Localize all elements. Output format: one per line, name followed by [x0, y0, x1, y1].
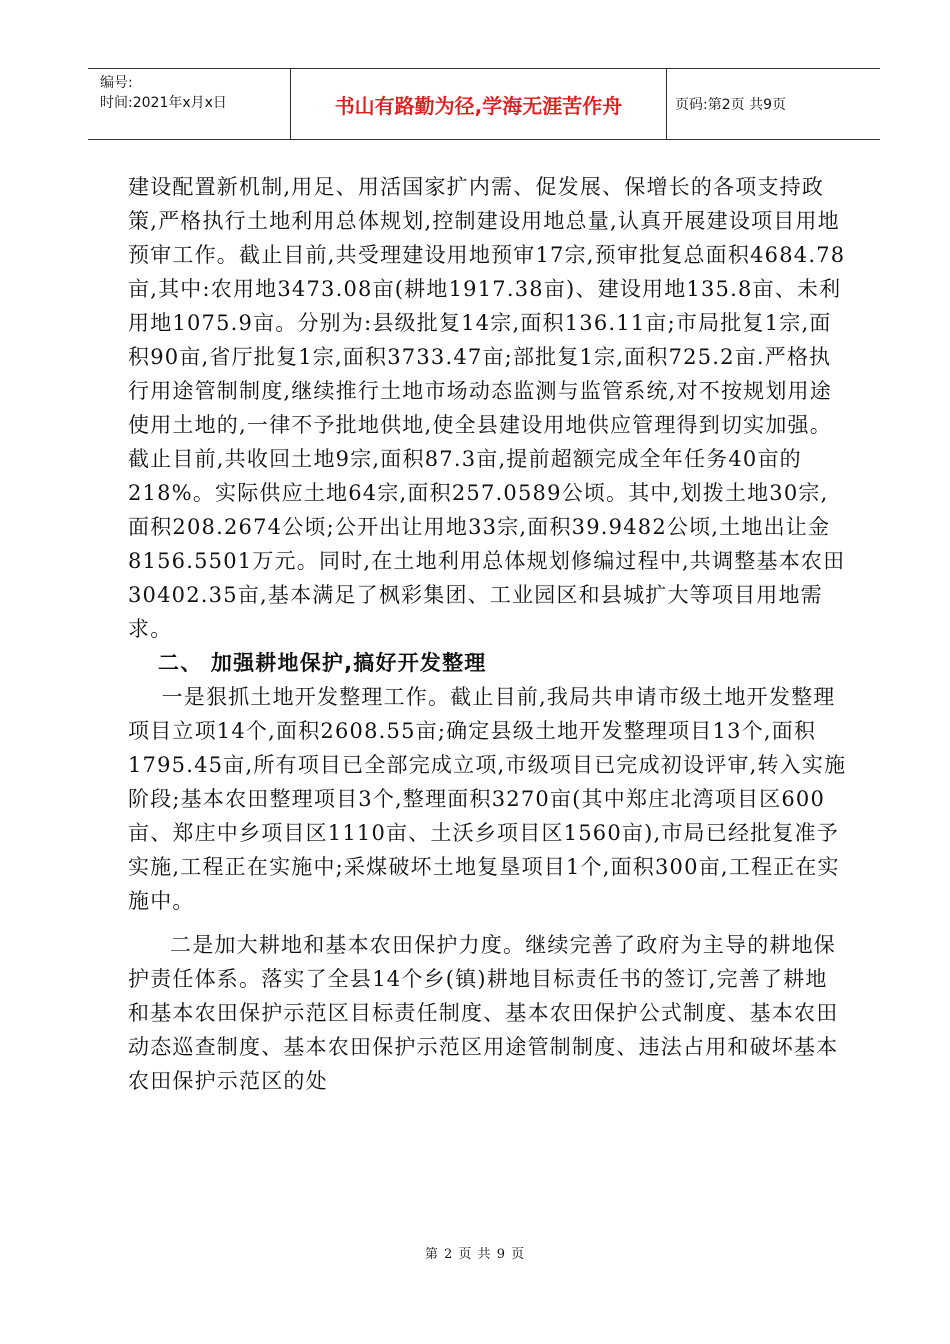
- document-number: 编号:: [100, 75, 133, 91]
- paragraph-development: 一是狠抓土地开发整理工作。截止目前,我局共申请市级土地开发整理项目立项14个,面积2608.55亩;确定县级土地开发整理项目13个,面积1795.45亩,所有项目已全部完成立项,市级项目已完成初设评审,转入实施阶段;基本农田整理项目3个,整理面积3270亩(其中郑庄北湾项目区600亩、郑庄中乡项目区1110亩、土沃乡项目区1560亩),市局已经批复准予实施,工程正在实施中;采煤破坏土地复垦项目1个,面积300亩,工程正在实施中。: [128, 685, 847, 913]
- header-motto: 书山有路勤为径,学海无涯苦作舟: [291, 69, 667, 139]
- document-time: 时间:2021年x月x日: [100, 95, 227, 111]
- section-heading-farmland: 二、 加强耕地保护,搞好开发整理: [158, 651, 487, 675]
- page-header: [88, 68, 880, 140]
- document-body: [128, 170, 848, 1098]
- header-page-number: 页码:第2页 共9页: [675, 97, 786, 113]
- header-meta: [88, 69, 291, 139]
- page-footer: 第 2 页 共 9 页: [424, 1247, 526, 1262]
- paragraph-land-supply: 建设配置新机制,用足、用活国家扩内需、促发展、保增长的各项支持政策,严格执行土地利用总体规划,控制建设用地总量,认真开展建设项目用地预审工作。截止目前,共受理建设用地预审17宗,预审批复总面积4684.78亩,其中:农用地3473.08亩(耕地1917.38亩)、建设用地135.8亩、未利用地1075.9亩。分别为:县级批复14宗,面积136.11亩;市局批复1宗,面积90亩,省厅批复1宗,面积3733.47亩;部批复1宗,面积725.2亩.严格执行用途管制制度,继续推行土地市场动态监测与监管系统,对不按规划用途使用土地的,一律不予批地供地,使全县建设用地供应管理得到切实加强。截止目前,共收回土地9宗,面积87.3亩,提前超额完成全年任务40亩的218%。实际供应土地64宗,面积257.0589公顷。其中,划拨土地30宗,面积208.2674公顷;公开出让用地33宗,面积39.9482公顷,土地出让金8156.5501万元。同时,在土地利用总体规划修编过程中,共调整基本农田30402.35亩,基本满足了枫彩集团、工业园区和县城扩大等项目用地需求。: [128, 175, 846, 641]
- paragraph-protection: 二是加大耕地和基本农田保护力度。继续完善了政府为主导的耕地保护责任体系。落实了全县14个乡(镇)耕地目标责任书的签订,完善了耕地和基本农田保护示范区目标责任制度、基本农田保护公式制度、基本农田动态巡查制度、基本农田保护示范区用途管制制度、违法占用和破坏基本农田保护示范区的处: [128, 933, 839, 1093]
